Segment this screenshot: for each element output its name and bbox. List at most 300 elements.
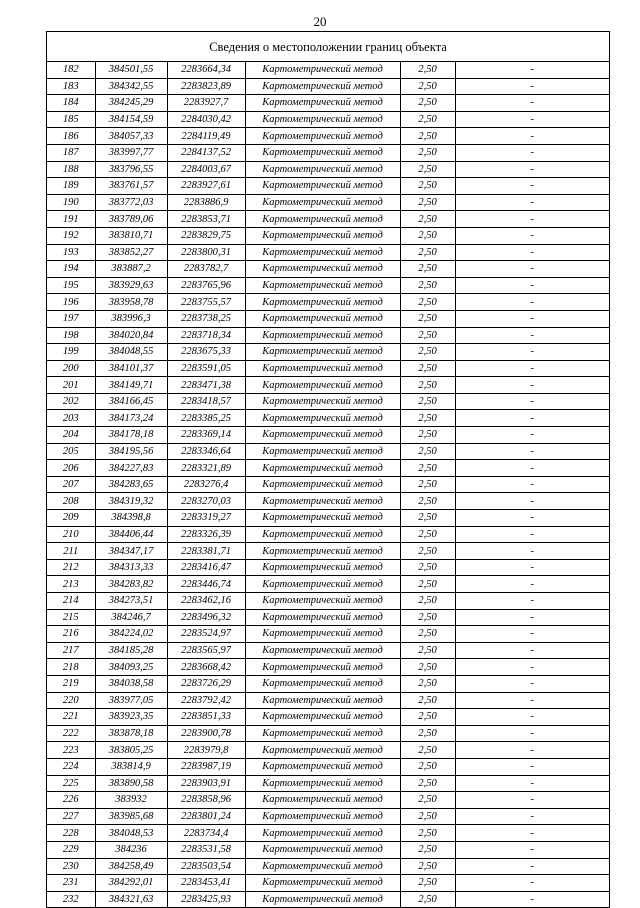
method-cell: Картометрический метод	[245, 891, 400, 907]
point-number-cell: 215	[47, 609, 95, 626]
point-number-cell: 227	[47, 808, 95, 825]
note-cell: -	[455, 377, 609, 394]
accuracy-cell: 2,50	[400, 792, 455, 809]
point-number-cell: 189	[47, 178, 95, 195]
accuracy-cell: 2,50	[400, 294, 455, 311]
accuracy-cell: 2,50	[400, 559, 455, 576]
accuracy-cell: 2,50	[400, 709, 455, 726]
table-row	[47, 111, 609, 128]
accuracy-cell: 2,50	[400, 825, 455, 842]
y-coordinate-cell: 2283385,25	[167, 410, 245, 427]
point-number-cell: 210	[47, 526, 95, 543]
point-number-cell: 184	[47, 95, 95, 112]
accuracy-cell: 2,50	[400, 593, 455, 610]
x-coordinate-cell: 384185,28	[95, 642, 167, 659]
method-cell: Картометрический метод	[245, 808, 400, 825]
point-number-cell: 185	[47, 111, 95, 128]
note-cell: -	[455, 875, 609, 892]
y-coordinate-cell: 2283321,89	[167, 460, 245, 477]
note-cell: -	[455, 427, 609, 444]
note-cell: -	[455, 526, 609, 543]
accuracy-cell: 2,50	[400, 659, 455, 676]
x-coordinate-cell: 383997,77	[95, 144, 167, 161]
x-coordinate-cell: 384093,25	[95, 659, 167, 676]
table-row	[47, 360, 609, 377]
x-coordinate-cell: 384227,83	[95, 460, 167, 477]
method-cell: Картометрический метод	[245, 675, 400, 692]
note-cell: -	[455, 742, 609, 759]
x-coordinate-cell: 384020,84	[95, 327, 167, 344]
method-cell: Картометрический метод	[245, 310, 400, 327]
note-cell: -	[455, 161, 609, 178]
x-coordinate-cell: 384283,82	[95, 576, 167, 593]
table-row	[47, 792, 609, 809]
x-coordinate-cell: 383789,06	[95, 211, 167, 228]
accuracy-cell: 2,50	[400, 758, 455, 775]
method-cell: Картометрический метод	[245, 609, 400, 626]
table-row	[47, 841, 609, 858]
table-row	[47, 78, 609, 95]
y-coordinate-cell: 2283858,96	[167, 792, 245, 809]
y-coordinate-cell: 2283800,31	[167, 244, 245, 261]
point-number-cell: 231	[47, 875, 95, 892]
note-cell: -	[455, 144, 609, 161]
note-cell: -	[455, 692, 609, 709]
accuracy-cell: 2,50	[400, 526, 455, 543]
point-number-cell: 230	[47, 858, 95, 875]
y-coordinate-cell: 2283503,54	[167, 858, 245, 875]
table-row	[47, 493, 609, 510]
point-number-cell: 183	[47, 78, 95, 95]
point-number-cell: 207	[47, 476, 95, 493]
method-cell: Картометрический метод	[245, 377, 400, 394]
coordinates-table	[47, 62, 609, 907]
point-number-cell: 219	[47, 675, 95, 692]
y-coordinate-cell: 2283987,19	[167, 758, 245, 775]
accuracy-cell: 2,50	[400, 327, 455, 344]
method-cell: Картометрический метод	[245, 742, 400, 759]
point-number-cell: 203	[47, 410, 95, 427]
note-cell: -	[455, 593, 609, 610]
accuracy-cell: 2,50	[400, 360, 455, 377]
note-cell: -	[455, 858, 609, 875]
x-coordinate-cell: 383977,05	[95, 692, 167, 709]
accuracy-cell: 2,50	[400, 476, 455, 493]
note-cell: -	[455, 493, 609, 510]
x-coordinate-cell: 383923,35	[95, 709, 167, 726]
method-cell: Картометрический метод	[245, 858, 400, 875]
x-coordinate-cell: 383796,55	[95, 161, 167, 178]
table-row	[47, 310, 609, 327]
point-number-cell: 188	[47, 161, 95, 178]
table-row	[47, 460, 609, 477]
point-number-cell: 190	[47, 194, 95, 211]
note-cell: -	[455, 659, 609, 676]
accuracy-cell: 2,50	[400, 725, 455, 742]
point-number-cell: 205	[47, 443, 95, 460]
x-coordinate-cell: 384319,32	[95, 493, 167, 510]
table-row	[47, 725, 609, 742]
method-cell: Картометрический метод	[245, 493, 400, 510]
method-cell: Картометрический метод	[245, 709, 400, 726]
point-number-cell: 196	[47, 294, 95, 311]
note-cell: -	[455, 476, 609, 493]
point-number-cell: 224	[47, 758, 95, 775]
point-number-cell: 226	[47, 792, 95, 809]
table-row	[47, 543, 609, 560]
x-coordinate-cell: 383996,3	[95, 310, 167, 327]
x-coordinate-cell: 384195,56	[95, 443, 167, 460]
table-row	[47, 443, 609, 460]
table-row	[47, 344, 609, 361]
table-row	[47, 709, 609, 726]
page-number: 20	[313, 14, 327, 29]
table-row	[47, 559, 609, 576]
point-number-cell: 232	[47, 891, 95, 907]
y-coordinate-cell: 2283531,58	[167, 841, 245, 858]
point-number-cell: 194	[47, 261, 95, 278]
point-number-cell: 213	[47, 576, 95, 593]
note-cell: -	[455, 294, 609, 311]
note-cell: -	[455, 841, 609, 858]
accuracy-cell: 2,50	[400, 144, 455, 161]
x-coordinate-cell: 383929,63	[95, 277, 167, 294]
accuracy-cell: 2,50	[400, 377, 455, 394]
point-number-cell: 198	[47, 327, 95, 344]
accuracy-cell: 2,50	[400, 493, 455, 510]
note-cell: -	[455, 111, 609, 128]
point-number-cell: 221	[47, 709, 95, 726]
x-coordinate-cell: 384236	[95, 841, 167, 858]
note-cell: -	[455, 227, 609, 244]
table-row	[47, 128, 609, 145]
y-coordinate-cell: 2283416,47	[167, 559, 245, 576]
note-cell: -	[455, 626, 609, 643]
x-coordinate-cell: 383932	[95, 792, 167, 809]
point-number-cell: 199	[47, 344, 95, 361]
note-cell: -	[455, 393, 609, 410]
x-coordinate-cell: 383810,71	[95, 227, 167, 244]
point-number-cell: 214	[47, 593, 95, 610]
note-cell: -	[455, 775, 609, 792]
method-cell: Картометрический метод	[245, 476, 400, 493]
y-coordinate-cell: 2284137,52	[167, 144, 245, 161]
point-number-cell: 187	[47, 144, 95, 161]
note-cell: -	[455, 675, 609, 692]
x-coordinate-cell: 383852,27	[95, 244, 167, 261]
y-coordinate-cell: 2284119,49	[167, 128, 245, 145]
x-coordinate-cell: 384342,55	[95, 78, 167, 95]
accuracy-cell: 2,50	[400, 393, 455, 410]
point-number-cell: 195	[47, 277, 95, 294]
point-number-cell: 192	[47, 227, 95, 244]
note-cell: -	[455, 460, 609, 477]
table-row	[47, 294, 609, 311]
point-number-cell: 229	[47, 841, 95, 858]
method-cell: Картометрический метод	[245, 576, 400, 593]
accuracy-cell: 2,50	[400, 194, 455, 211]
point-number-cell: 217	[47, 642, 95, 659]
x-coordinate-cell: 384398,8	[95, 510, 167, 527]
accuracy-cell: 2,50	[400, 626, 455, 643]
coordinates-table-body	[47, 62, 609, 907]
x-coordinate-cell: 384149,71	[95, 377, 167, 394]
y-coordinate-cell: 2283792,42	[167, 692, 245, 709]
accuracy-cell: 2,50	[400, 858, 455, 875]
note-cell: -	[530, 893, 534, 905]
x-coordinate-cell: 383985,68	[95, 808, 167, 825]
point-number-cell: 225	[47, 775, 95, 792]
y-coordinate-cell: 2283927,7	[167, 95, 245, 112]
accuracy-cell: 2,50	[400, 609, 455, 626]
point-number-cell: 209	[47, 510, 95, 527]
accuracy-cell: 2,50	[400, 62, 455, 78]
x-coordinate-cell: 383878,18	[95, 725, 167, 742]
note-cell: -	[455, 261, 609, 278]
accuracy-cell: 2,50	[400, 78, 455, 95]
accuracy-cell: 2,50	[400, 211, 455, 228]
method-cell: Картометрический метод	[245, 393, 400, 410]
method-cell: Картометрический метод	[245, 692, 400, 709]
note-cell: -	[455, 576, 609, 593]
method-cell: Картометрический метод	[245, 95, 400, 112]
table-row	[47, 692, 609, 709]
x-coordinate-cell: 384321,63	[95, 891, 167, 907]
method-cell: Картометрический метод	[245, 543, 400, 560]
y-coordinate-cell: 2283462,16	[167, 593, 245, 610]
x-coordinate-cell: 383805,25	[95, 742, 167, 759]
table-row	[47, 178, 609, 195]
accuracy-cell: 2,50	[400, 427, 455, 444]
y-coordinate-cell: 2283381,71	[167, 543, 245, 560]
method-cell: Картометрический метод	[245, 593, 400, 610]
table-row	[47, 758, 609, 775]
accuracy-cell: 2,50	[400, 510, 455, 527]
x-coordinate-cell: 384246,7	[95, 609, 167, 626]
method-cell: Картометрический метод	[245, 526, 400, 543]
accuracy-cell: 2,50	[400, 775, 455, 792]
method-cell: Картометрический метод	[245, 360, 400, 377]
method-cell: Картометрический метод	[245, 344, 400, 361]
point-number-cell: 220	[47, 692, 95, 709]
table-row	[47, 410, 609, 427]
note-cell: -	[455, 808, 609, 825]
note-cell: -	[455, 758, 609, 775]
boundary-table-frame	[46, 31, 610, 908]
table-row	[47, 244, 609, 261]
method-cell: Картометрический метод	[245, 825, 400, 842]
accuracy-cell: 2,50	[400, 642, 455, 659]
x-coordinate-cell: 384292,01	[95, 875, 167, 892]
y-coordinate-cell: 2283755,57	[167, 294, 245, 311]
y-coordinate-cell: 2283675,33	[167, 344, 245, 361]
table-row	[47, 659, 609, 676]
point-number-cell: 208	[47, 493, 95, 510]
accuracy-cell: 2,50	[400, 543, 455, 560]
note-cell: -	[455, 642, 609, 659]
x-coordinate-cell: 384283,65	[95, 476, 167, 493]
x-coordinate-cell: 383890,58	[95, 775, 167, 792]
accuracy-cell: 2,50	[400, 95, 455, 112]
table-row	[47, 825, 609, 842]
point-number-cell: 223	[47, 742, 95, 759]
y-coordinate-cell: 2283782,7	[167, 261, 245, 278]
y-coordinate-cell: 2283471,38	[167, 377, 245, 394]
note-cell: -	[455, 128, 609, 145]
table-row	[47, 593, 609, 610]
note-cell: -	[455, 211, 609, 228]
accuracy-cell: 2,50	[400, 675, 455, 692]
table-title: Сведения о местоположении границ объекта	[47, 32, 609, 62]
accuracy-cell: 2,50	[400, 841, 455, 858]
accuracy-cell: 2,50	[400, 576, 455, 593]
table-row	[47, 875, 609, 892]
method-cell: Картометрический метод	[245, 559, 400, 576]
y-coordinate-cell: 2283853,71	[167, 211, 245, 228]
accuracy-cell: 2,50	[400, 161, 455, 178]
accuracy-cell: 2,50	[400, 310, 455, 327]
point-number-cell: 201	[47, 377, 95, 394]
table-row	[47, 377, 609, 394]
x-coordinate-cell: 384038,58	[95, 675, 167, 692]
point-number-cell: 197	[47, 310, 95, 327]
y-coordinate-cell: 2283765,96	[167, 277, 245, 294]
y-coordinate-cell: 2283903,91	[167, 775, 245, 792]
point-number-cell: 212	[47, 559, 95, 576]
point-number-cell: 186	[47, 128, 95, 145]
accuracy-cell: 2,50	[400, 891, 455, 907]
y-coordinate-cell: 2283726,29	[167, 675, 245, 692]
table-row	[47, 526, 609, 543]
accuracy-cell: 2,50	[400, 261, 455, 278]
y-coordinate-cell: 2283734,4	[167, 825, 245, 842]
point-number-cell: 202	[47, 393, 95, 410]
note-cell: -	[455, 443, 609, 460]
accuracy-cell: 2,50	[400, 410, 455, 427]
method-cell: Картометрический метод	[245, 194, 400, 211]
accuracy-cell: 2,50	[400, 443, 455, 460]
point-number-cell: 206	[47, 460, 95, 477]
method-cell: Картометрический метод	[245, 78, 400, 95]
y-coordinate-cell: 2283425,93	[167, 891, 245, 907]
x-coordinate-cell: 384057,33	[95, 128, 167, 145]
x-coordinate-cell: 384224,02	[95, 626, 167, 643]
method-cell: Картометрический метод	[245, 410, 400, 427]
method-cell: Картометрический метод	[245, 626, 400, 643]
table-row	[47, 858, 609, 875]
point-number-cell: 191	[47, 211, 95, 228]
y-coordinate-cell: 2283927,61	[167, 178, 245, 195]
y-coordinate-cell: 2283418,57	[167, 393, 245, 410]
note-cell: -	[455, 410, 609, 427]
note-cell: -	[455, 344, 609, 361]
method-cell: Картометрический метод	[245, 875, 400, 892]
y-coordinate-cell: 2283801,24	[167, 808, 245, 825]
accuracy-cell: 2,50	[400, 808, 455, 825]
x-coordinate-cell: 384258,49	[95, 858, 167, 875]
table-row	[47, 675, 609, 692]
note-cell: -	[455, 559, 609, 576]
method-cell: Картометрический метод	[245, 294, 400, 311]
method-cell: Картометрический метод	[245, 841, 400, 858]
note-cell: -	[455, 510, 609, 527]
x-coordinate-cell: 384166,45	[95, 393, 167, 410]
x-coordinate-cell: 384313,33	[95, 559, 167, 576]
method-cell: Картометрический метод	[245, 161, 400, 178]
point-number-cell: 211	[47, 543, 95, 560]
table-row	[47, 144, 609, 161]
method-cell: Картометрический метод	[245, 178, 400, 195]
y-coordinate-cell: 2283369,14	[167, 427, 245, 444]
note-cell: -	[455, 95, 609, 112]
y-coordinate-cell: 2284030,42	[167, 111, 245, 128]
y-coordinate-cell: 2283823,89	[167, 78, 245, 95]
table-row	[47, 427, 609, 444]
y-coordinate-cell: 2283346,64	[167, 443, 245, 460]
note-cell: -	[455, 825, 609, 842]
x-coordinate-cell: 384406,44	[95, 526, 167, 543]
method-cell: Картометрический метод	[245, 725, 400, 742]
method-cell: Картометрический метод	[245, 510, 400, 527]
table-row	[47, 775, 609, 792]
y-coordinate-cell: 2283270,03	[167, 493, 245, 510]
method-cell: Картометрический метод	[245, 427, 400, 444]
point-number-cell: 216	[47, 626, 95, 643]
y-coordinate-cell: 2283738,25	[167, 310, 245, 327]
accuracy-cell: 2,50	[400, 742, 455, 759]
y-coordinate-cell: 2283496,32	[167, 609, 245, 626]
table-row	[47, 211, 609, 228]
note-cell: -	[455, 725, 609, 742]
accuracy-cell: 2,50	[400, 244, 455, 261]
y-coordinate-cell: 2283524,97	[167, 626, 245, 643]
accuracy-cell: 2,50	[400, 128, 455, 145]
point-number-cell: 222	[47, 725, 95, 742]
y-coordinate-cell: 2283446,74	[167, 576, 245, 593]
x-coordinate-cell: 384101,37	[95, 360, 167, 377]
method-cell: Картометрический метод	[245, 211, 400, 228]
method-cell: Картометрический метод	[245, 144, 400, 161]
table-row	[47, 227, 609, 244]
note-cell: -	[455, 310, 609, 327]
y-coordinate-cell: 2283886,9	[167, 194, 245, 211]
accuracy-cell: 2,50	[400, 692, 455, 709]
y-coordinate-cell: 2283829,75	[167, 227, 245, 244]
table-row	[47, 393, 609, 410]
point-number-cell: 200	[47, 360, 95, 377]
y-coordinate-cell: 2283668,42	[167, 659, 245, 676]
x-coordinate-cell: 383772,03	[95, 194, 167, 211]
table-row	[47, 95, 609, 112]
accuracy-cell: 2,50	[400, 460, 455, 477]
note-cell: -	[455, 78, 609, 95]
point-number-cell: 228	[47, 825, 95, 842]
x-coordinate-cell: 384178,18	[95, 427, 167, 444]
x-coordinate-cell: 384154,59	[95, 111, 167, 128]
note-cell: -	[455, 792, 609, 809]
y-coordinate-cell: 2283565,97	[167, 642, 245, 659]
table-row	[47, 609, 609, 626]
note-cell: -	[455, 178, 609, 195]
method-cell: Картометрический метод	[245, 227, 400, 244]
note-cell: -	[455, 360, 609, 377]
y-coordinate-cell: 2283326,39	[167, 526, 245, 543]
x-coordinate-cell: 384245,29	[95, 95, 167, 112]
method-cell: Картометрический метод	[245, 758, 400, 775]
method-cell: Картометрический метод	[245, 460, 400, 477]
accuracy-cell: 2,50	[400, 227, 455, 244]
table-row	[47, 194, 609, 211]
